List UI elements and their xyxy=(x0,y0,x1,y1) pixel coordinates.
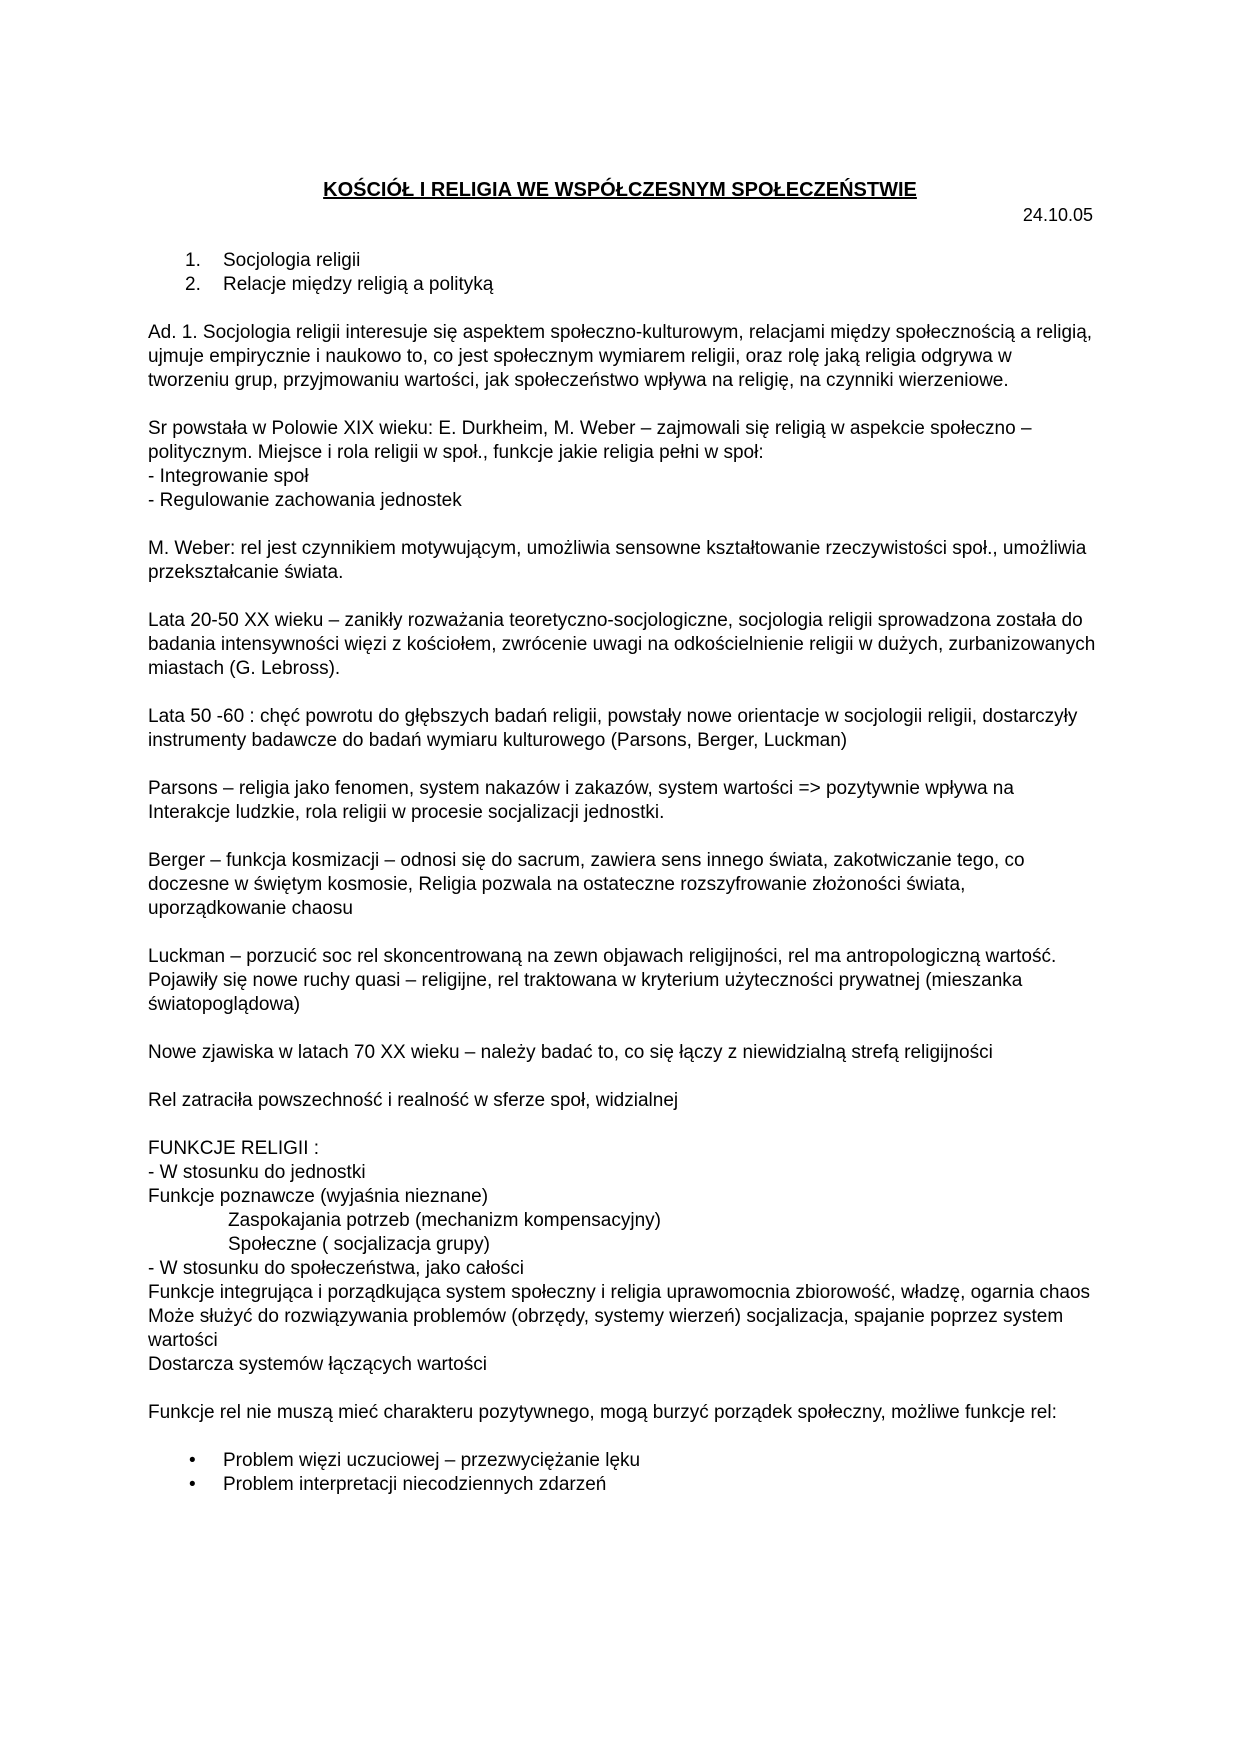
paragraph-ad1: Ad. 1. Socjologia religii interesuje się aspektem społeczno-kulturowym, relacjami między społecznością a religią, ujmuje empirycznie i naukowo to, co jest społecznym wymiarem religii, oraz rolę jaką religia odgrywa w tworzeniu grup, przyjmowaniu wartości, jak społeczeństwo wpływa na religię, na czynniki wierzeniowe. xyxy=(148,322,1093,391)
funkcje-line-indented: Zaspokajania potrzeb (mechanizm kompensacyjny) xyxy=(228,1210,661,1231)
outline-text: Relacje między religią a polityką xyxy=(223,274,494,295)
outline-text: Socjologia religii xyxy=(223,250,361,271)
paragraph-weber: M. Weber: rel jest czynnikiem motywującym, umożliwia sensowne kształtowanie rzeczywistości społ., umożliwia przekształcanie świata. xyxy=(148,538,1087,583)
paragraph-rel-zatracila: Rel zatraciła powszechność i realność w sferze społ, widzialnej xyxy=(148,1090,679,1111)
bullet-text: Problem więzi uczuciowej – przezwyciężanie lęku xyxy=(223,1450,641,1471)
paragraph-luckman: Luckman – porzucić soc rel skoncentrowaną na zewn objawach religijności, rel ma antropologiczną wartość. Pojawiły się nowe ruchy quasi – religijne, rel traktowana w kryterium użyteczności prywatnej (mieszanka światopoglądowa) xyxy=(148,946,1057,1015)
document-date: 24.10.05 xyxy=(1022,205,1093,225)
paragraph-parsons: Parsons – religia jako fenomen, system nakazów i zakazów, system wartości => pozytywnie wpływa na Interakcje ludzkie, rola religii w procesie socjalizacji jednostki. xyxy=(148,778,1014,823)
funkcje-line: Funkcje poznawcze (wyjaśnia nieznane) xyxy=(148,1186,489,1207)
outline-number: 2. xyxy=(185,274,201,295)
bullet-text: Problem interpretacji niecodziennych zdarzeń xyxy=(223,1474,607,1495)
bullet-icon: • xyxy=(189,1474,196,1495)
outline-item xyxy=(148,249,1098,273)
function-item: - Regulowanie zachowania jednostek xyxy=(148,490,462,511)
funkcje-religii-block xyxy=(148,1137,1098,1377)
outline-item xyxy=(148,273,1098,297)
funkcje-line: Dostarcza systemów łączących wartości xyxy=(148,1354,487,1375)
funkcje-line: - W stosunku do społeczeństwa, jako całości xyxy=(148,1258,524,1279)
paragraph-functions-not-positive: Funkcje rel nie muszą mieć charakteru pozytywnego, mogą burzyć porządek społeczny, możliwe funkcje rel: xyxy=(148,1402,1057,1423)
paragraph-berger: Berger – funkcja kosmizacji – odnosi się do sacrum, zawiera sens innego świata, zakotwiczanie tego, co doczesne w świętym kosmosie, Religia pozwala na ostateczne rozszyfrowanie złożoności świata, uporządkowanie chaosu xyxy=(148,850,1025,919)
outline-list xyxy=(148,249,1098,297)
funkcje-line: - W stosunku do jednostki xyxy=(148,1162,366,1183)
bullet-item xyxy=(148,1473,1098,1497)
bullet-item xyxy=(148,1449,1098,1473)
function-item: - Integrowanie społ xyxy=(148,466,309,487)
paragraph-1920-1950: Lata 20-50 XX wieku – zanikły rozważania teoretyczno-socjologiczne, socjologia religii sprowadzona została do badania intensywności więzi z kościołem, zwrócenie uwagi na odkościelnienie religii w dużych, zurbanizowanych miastach (G. Lebross). xyxy=(148,610,1096,679)
document-title: KOŚCIÓŁ I RELIGIA WE WSPÓŁCZESNYM SPOŁECZEŃSTWIE xyxy=(323,179,917,201)
funkcje-heading: FUNKCJE RELIGII : xyxy=(148,1138,320,1159)
paragraph-origins xyxy=(148,417,1098,513)
paragraph-origins-text: Sr powstała w Polowie XIX wieku: E. Durkheim, M. Weber – zajmowali się religią w aspekcie społeczno – politycznym. Miejsce i rola religii w społ., funkcje jakie religia pełni w społ: xyxy=(148,418,1032,463)
funkcje-line: Funkcje integrująca i porządkująca system społeczny i religia uprawomocnia zbiorowość, władzę, ogarnia chaos xyxy=(148,1282,1091,1303)
document-body xyxy=(148,249,1098,1497)
paragraph-1950-1960: Lata 50 -60 : chęć powrotu do głębszych badań religii, powstały nowe orientacje w socjologii religii, dostarczyły instrumenty badawcze do badań wymiaru kulturowego (Parsons, Berger, Luckman) xyxy=(148,706,1078,751)
paragraph-1970: Nowe zjawiska w latach 70 XX wieku – należy badać to, co się łączy z niewidzialną strefą religijności xyxy=(148,1042,993,1063)
funkcje-line-indented: Społeczne ( socjalizacja grupy) xyxy=(228,1234,490,1255)
bullet-icon: • xyxy=(189,1450,196,1471)
funkcje-line: Może służyć do rozwiązywania problemów (obrzędy, systemy wierzeń) socjalizacja, spajanie poprzez system wartości xyxy=(148,1306,1064,1351)
bullet-list xyxy=(148,1449,1098,1497)
outline-number: 1. xyxy=(185,250,201,271)
